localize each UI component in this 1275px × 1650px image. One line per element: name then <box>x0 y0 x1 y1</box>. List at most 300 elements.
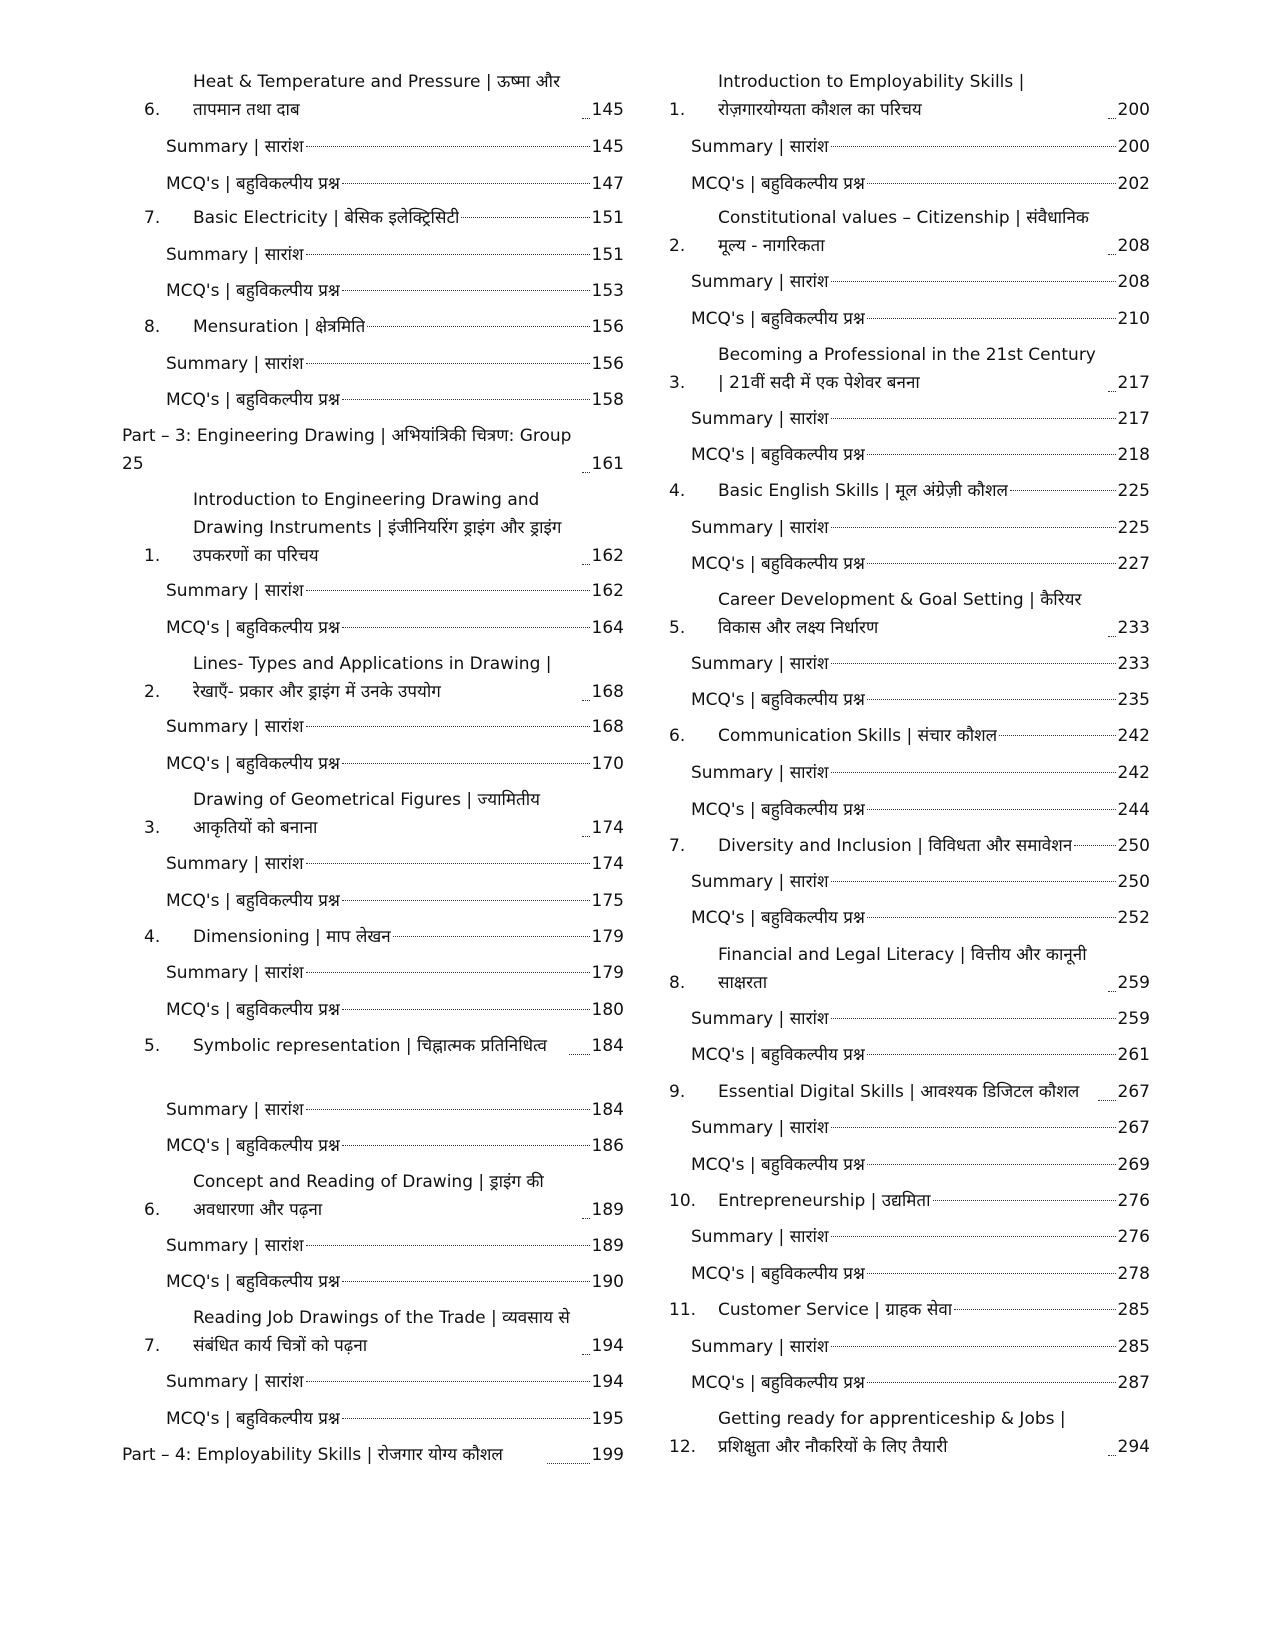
toc-entry-line <box>166 1232 624 1260</box>
entry-title: Essential Digital Skills | आवश्यक डिजिटल कौशल <box>718 1082 1080 1102</box>
toc-entry-chapter <box>669 1078 1150 1106</box>
page-number: 199 <box>591 1445 624 1465</box>
page-number: 250 <box>1117 836 1150 856</box>
toc-entry-chapter <box>144 1168 624 1224</box>
chapter-number: 4. <box>669 481 686 501</box>
toc-entry-sub <box>166 996 624 1024</box>
dot-leader <box>999 735 1115 736</box>
toc-entry-line <box>669 1405 1150 1461</box>
page-number: 267 <box>1117 1118 1150 1138</box>
toc-entry-line <box>166 170 624 198</box>
entry-title: Summary | सारांश <box>166 245 304 265</box>
toc-entry-line <box>122 1441 624 1469</box>
dot-leader <box>1108 991 1116 992</box>
toc-entry-sub <box>691 268 1150 296</box>
toc-entry-line <box>166 959 624 987</box>
entry-title: Summary | सारांश <box>691 1337 829 1357</box>
dot-leader <box>306 363 590 364</box>
dot-leader <box>1108 636 1116 637</box>
page-number: 250 <box>1117 872 1150 892</box>
toc-entry-line <box>669 477 1150 505</box>
toc-entry-sub <box>166 277 624 305</box>
page-number: 218 <box>1117 445 1150 465</box>
dot-leader <box>867 318 1116 319</box>
dot-leader <box>582 118 590 119</box>
chapter-number: 2. <box>144 682 161 702</box>
toc-entry-sub <box>166 1132 624 1160</box>
entry-title: Becoming a Professional in the 21st Century | 21वीं सदी में एक पेशेवर बनना <box>718 345 1096 393</box>
dot-leader <box>1108 391 1116 392</box>
dot-leader <box>867 183 1116 184</box>
toc-entry-line <box>691 1223 1150 1251</box>
dot-leader <box>342 183 590 184</box>
toc-entry-line <box>669 1296 1150 1324</box>
toc-entry-line <box>166 1096 624 1124</box>
entry-title: Lines- Types and Applications in Drawing | रेखाएँ- प्रकार और ड्राइंग में उनके उपयोग <box>193 654 552 702</box>
dot-leader <box>342 1145 590 1146</box>
page-number: 294 <box>1117 1437 1150 1457</box>
entry-title: MCQ's | बहुविकल्पीय प्रश्न <box>166 174 340 194</box>
chapter-number: 6. <box>144 100 161 120</box>
entry-title: MCQ's | बहुविकल्पीय प्रश्न <box>691 1373 865 1393</box>
page-number: 162 <box>591 546 624 566</box>
toc-entry-chapter <box>669 204 1150 260</box>
toc-entry-chapter <box>144 313 624 341</box>
chapter-number: 6. <box>669 726 686 746</box>
page-number: 194 <box>591 1336 624 1356</box>
toc-entry-chapter <box>144 204 624 232</box>
toc-entry-line <box>144 1304 624 1360</box>
page-number: 242 <box>1117 726 1150 746</box>
entry-title: Constitutional values – Citizenship | संवैधानिक मूल्य - नागरिकता <box>718 208 1089 256</box>
toc-entry-line <box>691 1333 1150 1361</box>
toc-entry-sub <box>691 1041 1150 1069</box>
page-number: 151 <box>591 245 624 265</box>
toc-entry-line <box>691 1260 1150 1288</box>
toc-entry-sub <box>691 1114 1150 1142</box>
page-number: 161 <box>591 454 624 474</box>
dot-leader <box>954 1309 1115 1310</box>
page-number: 170 <box>591 754 624 774</box>
entry-title: Communication Skills | संचार कौशल <box>718 726 998 746</box>
dot-leader <box>831 527 1116 528</box>
dot-leader <box>831 1018 1116 1019</box>
dot-leader <box>306 1381 590 1382</box>
toc-entry-chapter <box>669 586 1150 642</box>
toc-entry-line <box>691 405 1150 433</box>
toc-entry-line <box>669 1078 1150 1106</box>
toc-entry-sub <box>691 133 1150 161</box>
dot-leader <box>342 763 590 764</box>
page-number: 184 <box>591 1036 624 1056</box>
toc-entry-sub <box>166 241 624 269</box>
toc-entry-sub <box>166 1232 624 1260</box>
dot-leader <box>342 1418 590 1419</box>
toc-entry-chapter <box>144 68 624 124</box>
page-number: 233 <box>1117 654 1150 674</box>
dot-leader <box>831 1346 1116 1347</box>
toc-entry-line <box>691 686 1150 714</box>
toc-entry-line <box>691 514 1150 542</box>
page-number: 227 <box>1117 554 1150 574</box>
entry-title: Summary | सारांश <box>166 354 304 374</box>
toc-entry-sub <box>691 1369 1150 1397</box>
toc-entry-sub <box>166 713 624 741</box>
toc-entry-line <box>166 1268 624 1296</box>
entry-title: Introduction to Employability Skills | रोज़गारयोग्यता कौशल का परिचय <box>718 72 1025 120</box>
entry-title: MCQ's | बहुविकल्पीय प्रश्न <box>166 281 340 301</box>
toc-entry-chapter <box>669 941 1150 997</box>
dot-leader <box>867 699 1116 700</box>
toc-entry-sub <box>166 133 624 161</box>
page-number: 145 <box>591 137 624 157</box>
page-number: 233 <box>1117 618 1150 638</box>
dot-leader <box>306 1109 590 1110</box>
page-number: 217 <box>1117 373 1150 393</box>
chapter-number: 3. <box>669 373 686 393</box>
toc-entry-line <box>669 204 1150 260</box>
toc-entry-sub <box>691 170 1150 198</box>
page-number: 184 <box>591 1100 624 1120</box>
dot-leader <box>1098 1100 1115 1101</box>
page-number: 225 <box>1117 518 1150 538</box>
page-number: 190 <box>591 1272 624 1292</box>
entry-title: MCQ's | बहुविकल्पीय प्रश्न <box>691 690 865 710</box>
entry-title: Summary | सारांश <box>166 717 304 737</box>
toc-entry-chapter <box>669 832 1150 860</box>
entry-title: Basic English Skills | मूल अंग्रेज़ी कौशल <box>718 481 1009 501</box>
chapter-number: 4. <box>144 927 161 947</box>
dot-leader <box>306 146 590 147</box>
toc-entry-sub <box>691 1005 1150 1033</box>
toc-entry-line <box>166 614 624 642</box>
toc-entry-sub <box>166 750 624 778</box>
page-number: 278 <box>1117 1264 1150 1284</box>
toc-entry-line <box>166 1405 624 1433</box>
toc-entry-sub <box>691 1151 1150 1179</box>
dot-leader <box>867 1054 1116 1055</box>
page-number: 252 <box>1117 908 1150 928</box>
dot-leader <box>582 1218 590 1219</box>
chapter-number: 7. <box>669 836 686 856</box>
toc-entry-sub <box>691 1260 1150 1288</box>
page-number: 269 <box>1117 1155 1150 1175</box>
page-number: 200 <box>1117 137 1150 157</box>
toc-entry-chapter <box>669 477 1150 505</box>
toc-entry-sub <box>691 305 1150 333</box>
toc-entry-line <box>144 786 624 842</box>
dot-leader <box>1108 118 1116 119</box>
dot-leader <box>831 1127 1116 1128</box>
toc-entry-chapter <box>144 486 624 570</box>
dot-leader <box>867 454 1116 455</box>
entry-title: Part – 4: Employability Skills | रोजगार योग्य कौशल <box>122 1445 503 1465</box>
toc-entry-line <box>669 586 1150 642</box>
toc-entry-sub <box>691 1223 1150 1251</box>
entry-title: MCQ's | बहुविकल्पीय प्रश्न <box>691 554 865 574</box>
chapter-number: 7. <box>144 208 161 228</box>
entry-title: Financial and Legal Literacy | वित्तीय और कानूनी साक्षरता <box>718 945 1087 993</box>
entry-title: Summary | सारांश <box>166 1236 304 1256</box>
entry-title: MCQ's | बहुविकल्पीय प्रश्न <box>166 1000 340 1020</box>
toc-entry-line <box>144 1168 624 1224</box>
toc-entry-line <box>166 750 624 778</box>
toc-entry-line <box>166 386 624 414</box>
toc-entry-sub <box>691 1333 1150 1361</box>
page-number: 276 <box>1117 1227 1150 1247</box>
dot-leader <box>342 1281 590 1282</box>
toc-entry-line <box>691 1041 1150 1069</box>
toc-entry-line <box>669 832 1150 860</box>
entry-title: Heat & Temperature and Pressure | ऊष्मा और तापमान तथा दाब <box>193 72 561 120</box>
dot-leader <box>306 590 590 591</box>
page-number: 145 <box>591 100 624 120</box>
toc-entry-sub <box>691 796 1150 824</box>
entry-title: Summary | सारांश <box>691 137 829 157</box>
page-number: 267 <box>1117 1082 1150 1102</box>
toc-entry-line <box>166 850 624 878</box>
page-number: 158 <box>591 390 624 410</box>
entry-title: MCQ's | बहुविकल्पीय प्रश्न <box>691 1155 865 1175</box>
chapter-number: 2. <box>669 236 686 256</box>
toc-entry-line <box>691 650 1150 678</box>
toc-entry-line <box>144 204 624 232</box>
dot-leader <box>547 1463 589 1464</box>
entry-title: MCQ's | बहुविकल्पीय प्रश्न <box>691 908 865 928</box>
page-number: 179 <box>591 963 624 983</box>
chapter-number: 5. <box>669 618 686 638</box>
page-number: 156 <box>591 317 624 337</box>
toc-entry-sub <box>166 887 624 915</box>
toc-entry-sub <box>691 650 1150 678</box>
dot-leader <box>306 254 590 255</box>
page-number: 210 <box>1117 309 1150 329</box>
toc-entry-line <box>691 1005 1150 1033</box>
entry-title: Summary | सारांश <box>691 1118 829 1138</box>
dot-leader <box>367 326 589 327</box>
page-number: 180 <box>591 1000 624 1020</box>
entry-title: MCQ's | बहुविकल्पीय प्रश्न <box>166 1272 340 1292</box>
entry-title: MCQ's | बहुविकल्पीय प्रश्न <box>691 1264 865 1284</box>
dot-leader <box>582 564 590 565</box>
page-number: 186 <box>591 1136 624 1156</box>
toc-entry-line <box>166 1368 624 1396</box>
dot-leader <box>306 1245 590 1246</box>
toc-entry-sub <box>166 350 624 378</box>
entry-title: Summary | सारांश <box>691 1227 829 1247</box>
page-number: 174 <box>591 854 624 874</box>
toc-entry-sub <box>166 959 624 987</box>
toc-entry-line <box>691 1369 1150 1397</box>
toc-entry-chapter <box>669 341 1150 397</box>
toc-entry-line <box>691 759 1150 787</box>
toc-entry-sub <box>166 170 624 198</box>
dot-leader <box>1074 845 1115 846</box>
entry-title: Dimensioning | माप लेखन <box>193 927 391 947</box>
entry-title: Career Development & Goal Setting | कैरियर विकास और लक्ष्य निर्धारण <box>718 590 1082 638</box>
toc-entry-line <box>691 1114 1150 1142</box>
page-number: 153 <box>591 281 624 301</box>
entry-title: Concept and Reading of Drawing | ड्राइंग की अवधारणा और पढ़ना <box>193 1172 544 1220</box>
toc-entry-sub <box>691 759 1150 787</box>
toc-entry-chapter <box>144 786 624 842</box>
toc-entry-sub <box>691 441 1150 469</box>
dot-leader <box>582 836 590 837</box>
toc-entry-sub <box>166 614 624 642</box>
entry-title: Drawing of Geometrical Figures | ज्यामितीय आकृतियों को बनाना <box>193 790 541 838</box>
toc-entry-sub <box>166 850 624 878</box>
dot-leader <box>831 772 1116 773</box>
page-number: 174 <box>591 818 624 838</box>
entry-title: Diversity and Inclusion | विविधता और समावेशन <box>718 836 1073 856</box>
dot-leader <box>867 917 1116 918</box>
toc-entry-line <box>691 441 1150 469</box>
page-number: 147 <box>591 174 624 194</box>
page-number: 175 <box>591 891 624 911</box>
dot-leader <box>582 700 590 701</box>
toc-entry-chapter <box>144 1032 624 1060</box>
dot-leader <box>933 1200 1116 1201</box>
toc-entry-sub <box>166 1405 624 1433</box>
toc-entry-sub <box>691 405 1150 433</box>
entry-title: MCQ's | बहुविकल्पीय प्रश्न <box>691 1045 865 1065</box>
dot-leader <box>393 936 590 937</box>
page-number: 285 <box>1117 1300 1150 1320</box>
toc-entry-line <box>166 887 624 915</box>
toc-entry-line <box>166 713 624 741</box>
toc-entry-line <box>166 133 624 161</box>
page-number: 195 <box>591 1409 624 1429</box>
toc-entry-line <box>144 486 624 570</box>
page-number: 168 <box>591 682 624 702</box>
chapter-number: 9. <box>669 1082 686 1102</box>
page-number: 200 <box>1117 100 1150 120</box>
dot-leader <box>582 472 590 473</box>
entry-title: MCQ's | बहुविकल्पीय प्रश्न <box>166 1136 340 1156</box>
entry-title: Entrepreneurship | उद्यमिता <box>718 1191 931 1211</box>
toc-entry-sub <box>691 550 1150 578</box>
entry-title: Summary | सारांश <box>166 963 304 983</box>
dot-leader <box>306 972 590 973</box>
dot-leader <box>1108 1455 1116 1456</box>
dot-leader <box>867 1382 1116 1383</box>
chapter-number: 8. <box>669 973 686 993</box>
toc-entry-chapter <box>669 1187 1150 1215</box>
entry-title: Part – 3: Engineering Drawing | अभियांत्रिकी चित्रण: Group 25 <box>122 426 572 474</box>
page-number: 244 <box>1117 800 1150 820</box>
page-number: 189 <box>591 1200 624 1220</box>
toc-entry-sub <box>166 386 624 414</box>
dot-leader <box>569 1054 589 1055</box>
entry-title: MCQ's | बहुविकल्पीय प्रश्न <box>166 754 340 774</box>
entry-title: MCQ's | बहुविकल्पीय प्रश्न <box>691 800 865 820</box>
dot-leader <box>867 563 1116 564</box>
dot-leader <box>831 1236 1116 1237</box>
toc-entry-line <box>144 923 624 951</box>
page-number: 156 <box>591 354 624 374</box>
toc-entry-chapter <box>144 923 624 951</box>
entry-title: Summary | सारांश <box>691 518 829 538</box>
toc-entry-part <box>122 1441 624 1469</box>
toc-entry-line <box>669 722 1150 750</box>
toc-entry-sub <box>166 1368 624 1396</box>
page-number: 287 <box>1117 1373 1150 1393</box>
entry-title: Summary | सारांश <box>691 409 829 429</box>
toc-entry-line <box>144 650 624 706</box>
entry-title: Customer Service | ग्राहक सेवा <box>718 1300 953 1320</box>
entry-title: MCQ's | बहुविकल्पीय प्रश्न <box>691 445 865 465</box>
page-number: 208 <box>1117 236 1150 256</box>
toc-entry-chapter <box>144 650 624 706</box>
toc-entry-sub <box>166 577 624 605</box>
toc-entry-line <box>166 577 624 605</box>
entry-title: MCQ's | बहुविकल्पीय प्रश्न <box>166 618 340 638</box>
toc-entry-chapter <box>669 722 1150 750</box>
entry-title: MCQ's | बहुविकल्पीय प्रश्न <box>166 390 340 410</box>
toc-entry-line <box>122 422 624 478</box>
page-number: 225 <box>1117 481 1150 501</box>
toc-entry-line <box>166 996 624 1024</box>
entry-title: Summary | सारांश <box>166 137 304 157</box>
chapter-number: 3. <box>144 818 161 838</box>
page-number: 168 <box>591 717 624 737</box>
page-number: 208 <box>1117 272 1150 292</box>
toc-entry-part <box>122 422 624 478</box>
entry-title: Summary | सारांश <box>691 1009 829 1029</box>
toc-entry-line <box>691 170 1150 198</box>
dot-leader <box>831 663 1116 664</box>
toc-entry-line <box>691 550 1150 578</box>
entry-title: MCQ's | बहुविकल्पीय प्रश्न <box>691 309 865 329</box>
dot-leader <box>342 399 590 400</box>
dot-leader <box>1108 254 1116 255</box>
toc-entry-sub <box>691 904 1150 932</box>
entry-title: Summary | सारांश <box>691 272 829 292</box>
toc-entry-line <box>691 133 1150 161</box>
toc-entry-line <box>669 1187 1150 1215</box>
toc-entry-line <box>691 904 1150 932</box>
entry-title: Basic Electricity | बेसिक इलेक्ट्रिसिटी <box>193 208 460 228</box>
entry-title: Summary | सारांश <box>166 1100 304 1120</box>
dot-leader <box>461 217 589 218</box>
entry-title: MCQ's | बहुविकल्पीय प्रश्न <box>166 891 340 911</box>
chapter-number: 11. <box>669 1300 697 1320</box>
dot-leader <box>306 726 590 727</box>
toc-entry-line <box>691 796 1150 824</box>
toc-entry-line <box>166 241 624 269</box>
toc-entry-sub <box>166 1096 624 1124</box>
toc-entry-chapter <box>669 68 1150 124</box>
chapter-number: 8. <box>144 317 161 337</box>
page-number: 202 <box>1117 174 1150 194</box>
toc-entry-sub <box>691 686 1150 714</box>
toc-entry-line <box>691 1151 1150 1179</box>
dot-leader <box>867 809 1116 810</box>
page-number: 235 <box>1117 690 1150 710</box>
dot-leader <box>342 290 590 291</box>
entry-title: Getting ready for apprenticeship & Jobs | प्रशिक्षुता और नौकरियों के लिए तैयारी <box>718 1409 1066 1457</box>
entry-title: Mensuration | क्षेत्रमिति <box>193 317 366 337</box>
toc-entry-line <box>691 868 1150 896</box>
dot-leader <box>342 900 590 901</box>
toc-entry-sub <box>691 868 1150 896</box>
entry-title: Symbolic representation | चिह्नात्मक प्रतिनिधित्व <box>193 1036 548 1056</box>
page-number: 259 <box>1117 973 1150 993</box>
toc-entry-chapter <box>669 1296 1150 1324</box>
entry-title: Summary | सारांश <box>691 654 829 674</box>
page-number: 151 <box>591 208 624 228</box>
toc-entry-line <box>691 305 1150 333</box>
